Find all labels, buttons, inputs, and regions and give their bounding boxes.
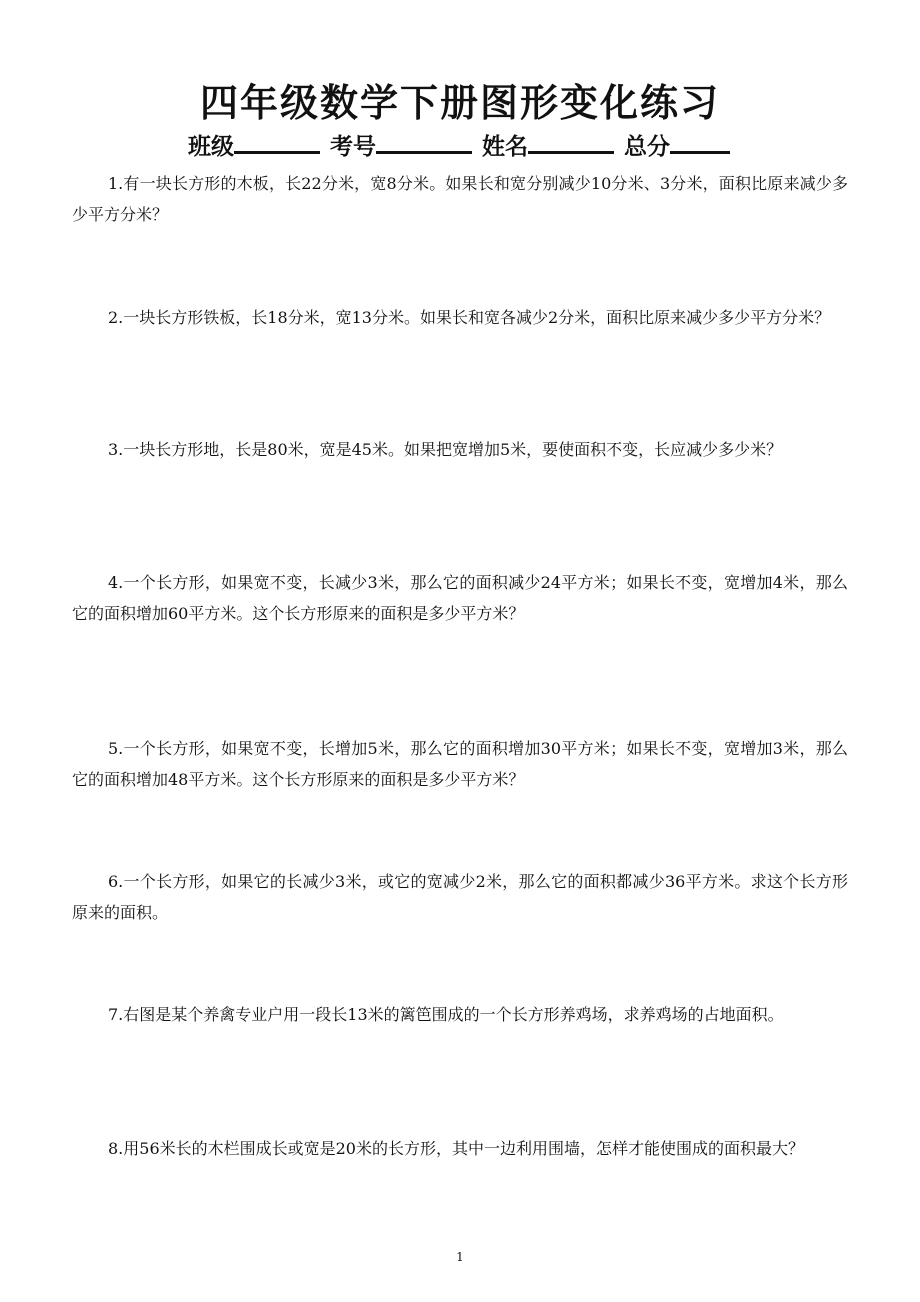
question-4: 4.一个长方形，如果宽不变，长减少3米，那么它的面积减少24平方米；如果长不变，宽增加4米，那么它的面积增加60平方米。这个长方形原来的面积是多少平方米？ (72, 573, 848, 623)
total-score-blank (670, 129, 730, 154)
question-1: 1.有一块长方形的木板，长22分米，宽8分米。如果长和宽分别减少10分米、3分米，面积比原来减少多少平方分米？ (72, 174, 848, 224)
name-label: 姓名 (482, 134, 528, 160)
class-blank (234, 129, 320, 154)
question-8: 8.用56米长的木栏围成长或宽是20米的长方形，其中一边利用围墙，怎样才能使围成的面积最大？ (108, 1139, 804, 1158)
question-2: 2.一块长方形铁板，长18分米，宽13分米。如果长和宽各减少2分米，面积比原来减少多少平方分米？ (108, 308, 831, 327)
class-label: 班级 (187, 134, 234, 160)
exam-number-blank (376, 129, 472, 154)
student-info-fields (0, 128, 920, 161)
page-title: 四年级数学下册图形变化练习 (199, 81, 720, 125)
question-7: 7.右图是某个养禽专业户用一段长13米的篱笆围成的一个长方形养鸡场，求养鸡场的占地面积。 (108, 1005, 784, 1024)
name-blank (528, 129, 614, 154)
page-number: 1 (456, 1250, 464, 1264)
question-6: 6.一个长方形，如果它的长减少3米，或它的宽减少2米，那么它的面积都减少36平方米。求这个长方形原来的面积。 (72, 872, 848, 922)
question-5: 5.一个长方形，如果宽不变，长增加5米，那么它的面积增加30平方米；如果长不变，宽增加3米，那么它的面积增加48平方米。这个长方形原来的面积是多少平方米？ (72, 739, 848, 789)
question-3: 3.一块长方形地，长是80米，宽是45米。如果把宽增加5米，要使面积不变，长应减少多少米？ (108, 440, 783, 459)
total-score-label: 总分 (624, 134, 671, 160)
exam-number-label: 考号 (329, 134, 376, 160)
